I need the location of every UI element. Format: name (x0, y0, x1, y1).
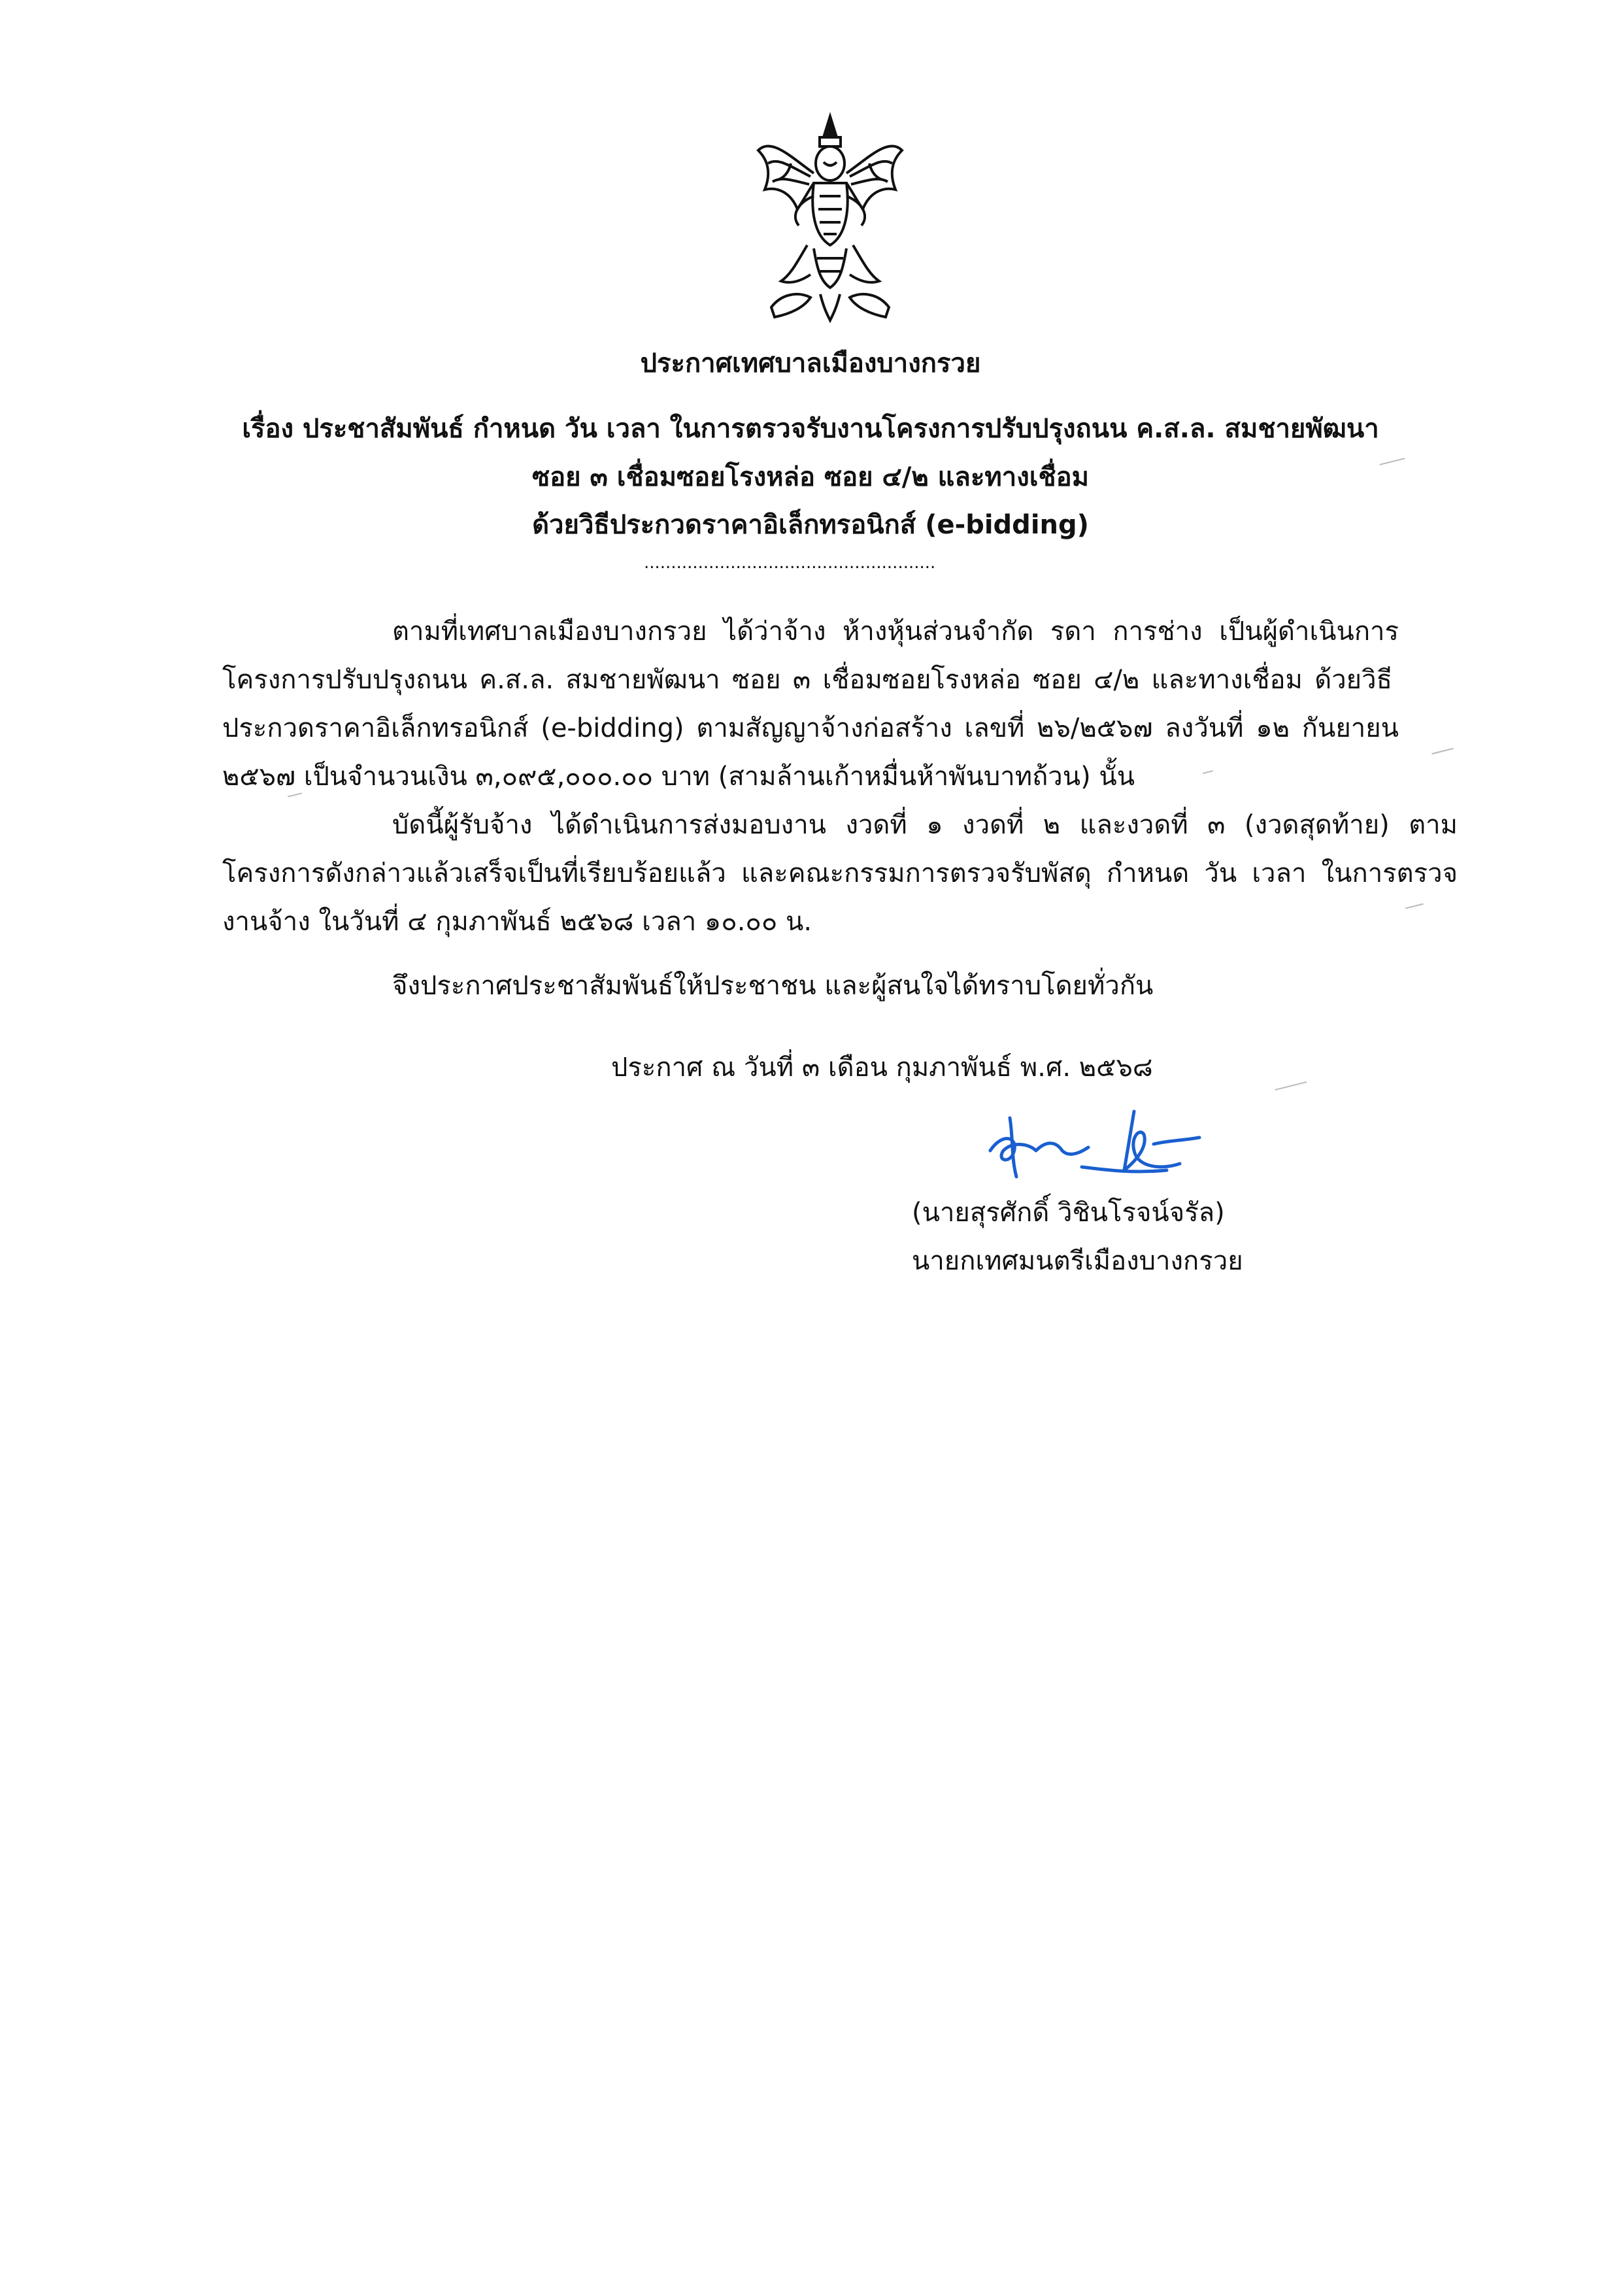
paragraph-1-line-4: ๒๕๖๗ เป็นจำนวนเงิน ๓,๐๙๕,๐๐๐.๐๐ บาท (สามล้านเก้าหมื่นห้าพันบาทถ้วน) นั้น (222, 762, 1135, 792)
garuda-emblem-icon (752, 111, 909, 327)
scan-mark (1405, 903, 1424, 909)
subject-line-3: ด้วยวิธีประกวดราคาอิเล็กทรอนิกส์ (e-bidding) (532, 510, 1089, 540)
subject-line-1: เรื่อง ประชาสัมพันธ์ กำหนด วัน เวลา ในการตรวจรับงานโครงการปรับปรุงถนน ค.ส.ล. สมชายพัฒนา (242, 414, 1379, 444)
paragraph-2-line-1: บัดนี้ผู้รับจ้าง ได้ดำเนินการส่งมอบงาน งวดที่ ๑ งวดที่ ๒ และงวดที่ ๓ (งวดสุดท้าย) ตาม (392, 810, 1458, 840)
announcement-date: ประกาศ ณ วันที่ ๓ เดือน กุมภาพันธ์ พ.ศ. ๒๕๖๘ (611, 1053, 1153, 1083)
scan-mark (1431, 748, 1453, 754)
signature (984, 1105, 1219, 1190)
paragraph-1-line-2: โครงการปรับปรุงถนน ค.ส.ล. สมชายพัฒนา ซอย ๓ เชื่อมซอยโรงหล่อ ซอย ๔/๒ และทางเชื่อม ด้วยวิธี (222, 665, 1392, 695)
scan-mark (1203, 770, 1213, 774)
page-title: ประกาศเทศบาลเมืองบางกรวย (640, 348, 981, 379)
paragraph-2-line-3: งานจ้าง ในวันที่ ๔ กุมภาพันธ์ ๒๕๖๘ เวลา ๑๐.๐๐ น. (222, 907, 812, 937)
signer-position: นายกเทศมนตรีเมืองบางกรวย (912, 1246, 1243, 1276)
header-divider: ...................................................... (644, 553, 936, 573)
paragraph-1-line-1: ตามที่เทศบาลเมืองบางกรวย ได้ว่าจ้าง ห้างหุ้นส่วนจำกัด รดา การช่าง เป็นผู้ดำเนินการ (392, 616, 1399, 647)
paragraph-2-line-2: โครงการดังกล่าวแล้วเสร็จเป็นที่เรียบร้อยแล้ว และคณะกรรมการตรวจรับพัสดุ กำหนด วัน เวลา ในการตรวจ (222, 858, 1458, 888)
subject-line-2: ซอย ๓ เชื่อมซอยโรงหล่อ ซอย ๔/๒ และทางเชื่อม (531, 462, 1089, 492)
paragraph-3: จึงประกาศประชาสัมพันธ์ให้ประชาชน และผู้สนใจได้ทราบโดยทั่วกัน (392, 971, 1154, 1001)
scan-mark (1275, 1081, 1307, 1090)
signer-name: (นายสุรศักดิ์ วิชินโรจน์จรัล) (912, 1198, 1225, 1228)
paragraph-1-line-3: ประกวดราคาอิเล็กทรอนิกส์ (e-bidding) ตามสัญญาจ้างก่อสร้าง เลขที่ ๒๖/๒๕๖๗ ลงวันที่ ๑๒ กันยายน (222, 713, 1399, 743)
